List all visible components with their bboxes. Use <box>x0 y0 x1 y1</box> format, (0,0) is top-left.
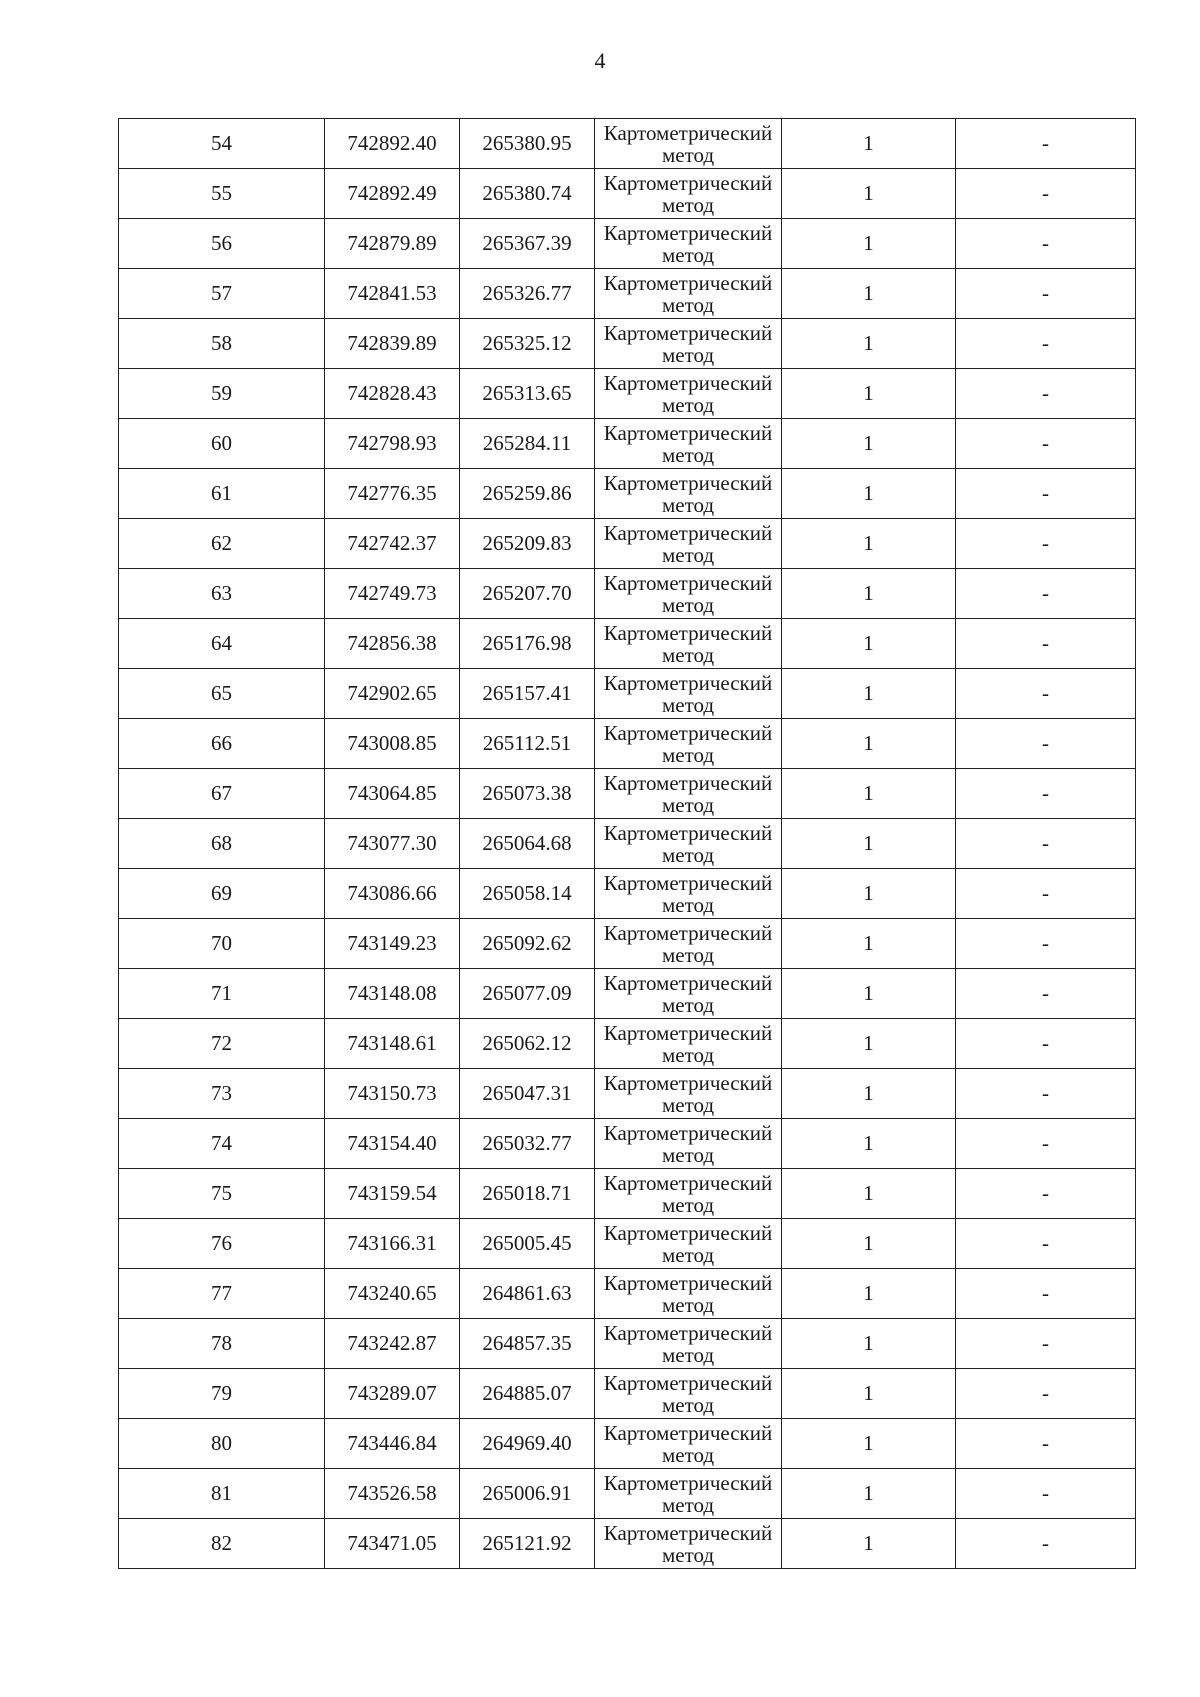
point-number-cell: 63 <box>119 569 325 619</box>
y-coordinate-cell: 264861.63 <box>460 1269 595 1319</box>
method-line-2: метод <box>661 1242 715 1267</box>
table-row <box>119 769 1136 819</box>
method-cell <box>595 1119 782 1169</box>
point-number-cell: 59 <box>119 369 325 419</box>
y-coordinate-cell: 265018.71 <box>460 1169 595 1219</box>
note-cell: - <box>956 369 1136 419</box>
method-line-1: Картометрический <box>603 420 773 445</box>
x-coordinate-cell: 743086.66 <box>325 869 460 919</box>
method-cell <box>595 269 782 319</box>
y-coordinate-cell: 265006.91 <box>460 1469 595 1519</box>
method-line-1: Картометрический <box>603 1070 773 1095</box>
table-body <box>119 119 1136 1569</box>
method-line-1: Картометрический <box>603 1320 773 1345</box>
note-cell: - <box>956 869 1136 919</box>
coordinates-table <box>118 118 1136 1569</box>
accuracy-cell: 1 <box>782 619 956 669</box>
method-cell <box>595 669 782 719</box>
accuracy-cell: 1 <box>782 469 956 519</box>
x-coordinate-cell: 743150.73 <box>325 1069 460 1119</box>
method-line-1: Картометрический <box>603 1470 773 1495</box>
table-row <box>119 469 1136 519</box>
point-number-cell: 78 <box>119 1319 325 1369</box>
method-line-1: Картометрический <box>603 1270 773 1295</box>
y-coordinate-cell: 265032.77 <box>460 1119 595 1169</box>
point-number-cell: 74 <box>119 1119 325 1169</box>
y-coordinate-cell: 265077.09 <box>460 969 595 1019</box>
method-cell <box>595 769 782 819</box>
method-line-1: Картометрический <box>603 520 773 545</box>
note-cell: - <box>956 1369 1136 1419</box>
method-line-2: метод <box>661 942 715 967</box>
x-coordinate-cell: 743064.85 <box>325 769 460 819</box>
method-line-1: Картометрический <box>603 620 773 645</box>
method-line-2: метод <box>661 842 715 867</box>
y-coordinate-cell: 265062.12 <box>460 1019 595 1069</box>
x-coordinate-cell: 742749.73 <box>325 569 460 619</box>
note-cell: - <box>956 519 1136 569</box>
table-row <box>119 1119 1136 1169</box>
y-coordinate-cell: 265092.62 <box>460 919 595 969</box>
table-row <box>119 869 1136 919</box>
x-coordinate-cell: 742742.37 <box>325 519 460 569</box>
accuracy-cell: 1 <box>782 1519 956 1569</box>
method-line-2: метод <box>661 692 715 717</box>
method-line-2: метод <box>661 1392 715 1417</box>
method-line-1: Картометрический <box>603 1370 773 1395</box>
y-coordinate-cell: 264857.35 <box>460 1319 595 1369</box>
method-cell <box>595 1069 782 1119</box>
point-number-cell: 54 <box>119 119 325 169</box>
point-number-cell: 72 <box>119 1019 325 1069</box>
note-cell: - <box>956 169 1136 219</box>
method-line-2: метод <box>661 142 715 167</box>
accuracy-cell: 1 <box>782 1069 956 1119</box>
y-coordinate-cell: 265047.31 <box>460 1069 595 1119</box>
method-line-2: метод <box>661 1492 715 1517</box>
point-number-cell: 81 <box>119 1469 325 1519</box>
accuracy-cell: 1 <box>782 419 956 469</box>
note-cell: - <box>956 1319 1136 1369</box>
method-line-2: метод <box>661 1542 715 1567</box>
table-row <box>119 1219 1136 1269</box>
accuracy-cell: 1 <box>782 819 956 869</box>
point-number-cell: 79 <box>119 1369 325 1419</box>
x-coordinate-cell: 743166.31 <box>325 1219 460 1269</box>
x-coordinate-cell: 742902.65 <box>325 669 460 719</box>
method-cell <box>595 119 782 169</box>
accuracy-cell: 1 <box>782 319 956 369</box>
note-cell: - <box>956 219 1136 269</box>
table-row <box>119 569 1136 619</box>
method-line-2: метод <box>661 1442 715 1467</box>
method-cell <box>595 819 782 869</box>
note-cell: - <box>956 1419 1136 1469</box>
y-coordinate-cell: 265259.86 <box>460 469 595 519</box>
x-coordinate-cell: 743242.87 <box>325 1319 460 1369</box>
y-coordinate-cell: 264885.07 <box>460 1369 595 1419</box>
method-line-2: метод <box>661 542 715 567</box>
point-number-cell: 55 <box>119 169 325 219</box>
method-cell <box>595 369 782 419</box>
method-line-1: Картометрический <box>603 120 773 145</box>
note-cell: - <box>956 269 1136 319</box>
point-number-cell: 75 <box>119 1169 325 1219</box>
note-cell: - <box>956 569 1136 619</box>
point-number-cell: 60 <box>119 419 325 469</box>
y-coordinate-cell: 265207.70 <box>460 569 595 619</box>
method-cell <box>595 1469 782 1519</box>
note-cell: - <box>956 919 1136 969</box>
note-cell: - <box>956 719 1136 769</box>
method-line-2: метод <box>661 492 715 517</box>
note-cell: - <box>956 1219 1136 1269</box>
method-cell <box>595 619 782 669</box>
accuracy-cell: 1 <box>782 119 956 169</box>
method-cell <box>595 1369 782 1419</box>
method-line-2: метод <box>661 1342 715 1367</box>
point-number-cell: 77 <box>119 1269 325 1319</box>
accuracy-cell: 1 <box>782 1219 956 1269</box>
accuracy-cell: 1 <box>782 1469 956 1519</box>
point-number-cell: 56 <box>119 219 325 269</box>
note-cell: - <box>956 119 1136 169</box>
note-cell: - <box>956 1269 1136 1319</box>
method-cell <box>595 169 782 219</box>
x-coordinate-cell: 743154.40 <box>325 1119 460 1169</box>
method-cell <box>595 569 782 619</box>
note-cell: - <box>956 1019 1136 1069</box>
note-cell: - <box>956 819 1136 869</box>
method-line-1: Картометрический <box>603 820 773 845</box>
method-line-1: Картометрический <box>603 670 773 695</box>
x-coordinate-cell: 743159.54 <box>325 1169 460 1219</box>
table-row <box>119 1369 1136 1419</box>
table-row <box>119 719 1136 769</box>
method-line-2: метод <box>661 1292 715 1317</box>
accuracy-cell: 1 <box>782 1419 956 1469</box>
method-cell <box>595 219 782 269</box>
y-coordinate-cell: 265073.38 <box>460 769 595 819</box>
x-coordinate-cell: 743240.65 <box>325 1269 460 1319</box>
accuracy-cell: 1 <box>782 969 956 1019</box>
method-line-2: метод <box>661 292 715 317</box>
x-coordinate-cell: 743471.05 <box>325 1519 460 1569</box>
method-line-2: метод <box>661 742 715 767</box>
table-row <box>119 1169 1136 1219</box>
method-line-2: метод <box>661 342 715 367</box>
y-coordinate-cell: 264969.40 <box>460 1419 595 1469</box>
x-coordinate-cell: 743148.08 <box>325 969 460 1019</box>
x-coordinate-cell: 742776.35 <box>325 469 460 519</box>
point-number-cell: 62 <box>119 519 325 569</box>
method-cell <box>595 1419 782 1469</box>
y-coordinate-cell: 265176.98 <box>460 619 595 669</box>
table-row <box>119 319 1136 369</box>
table-row <box>119 419 1136 469</box>
method-cell <box>595 969 782 1019</box>
accuracy-cell: 1 <box>782 1269 956 1319</box>
method-line-2: метод <box>661 792 715 817</box>
accuracy-cell: 1 <box>782 269 956 319</box>
note-cell: - <box>956 769 1136 819</box>
table-row <box>119 1319 1136 1369</box>
table-row <box>119 1519 1136 1569</box>
x-coordinate-cell: 743149.23 <box>325 919 460 969</box>
x-coordinate-cell: 743446.84 <box>325 1419 460 1469</box>
method-line-1: Картометрический <box>603 270 773 295</box>
accuracy-cell: 1 <box>782 1019 956 1069</box>
method-line-1: Картометрический <box>603 770 773 795</box>
accuracy-cell: 1 <box>782 169 956 219</box>
x-coordinate-cell: 743148.61 <box>325 1019 460 1069</box>
y-coordinate-cell: 265209.83 <box>460 519 595 569</box>
point-number-cell: 76 <box>119 1219 325 1269</box>
point-number-cell: 71 <box>119 969 325 1019</box>
accuracy-cell: 1 <box>782 1319 956 1369</box>
point-number-cell: 67 <box>119 769 325 819</box>
point-number-cell: 70 <box>119 919 325 969</box>
x-coordinate-cell: 743077.30 <box>325 819 460 869</box>
x-coordinate-cell: 742856.38 <box>325 619 460 669</box>
point-number-cell: 80 <box>119 1419 325 1469</box>
point-number-cell: 66 <box>119 719 325 769</box>
table-row <box>119 1269 1136 1319</box>
x-coordinate-cell: 742798.93 <box>325 419 460 469</box>
y-coordinate-cell: 265112.51 <box>460 719 595 769</box>
table-row <box>119 269 1136 319</box>
table-row <box>119 519 1136 569</box>
method-line-2: метод <box>661 242 715 267</box>
table-row <box>119 969 1136 1019</box>
y-coordinate-cell: 265313.65 <box>460 369 595 419</box>
page-number: 4 <box>594 48 606 73</box>
note-cell: - <box>956 1069 1136 1119</box>
accuracy-cell: 1 <box>782 1119 956 1169</box>
point-number-cell: 64 <box>119 619 325 669</box>
note-cell: - <box>956 419 1136 469</box>
method-line-1: Картометрический <box>603 1120 773 1145</box>
y-coordinate-cell: 265157.41 <box>460 669 595 719</box>
x-coordinate-cell: 742839.89 <box>325 319 460 369</box>
note-cell: - <box>956 1119 1136 1169</box>
method-line-1: Картометрический <box>603 970 773 995</box>
method-cell <box>595 919 782 969</box>
accuracy-cell: 1 <box>782 919 956 969</box>
table-row <box>119 1419 1136 1469</box>
note-cell: - <box>956 319 1136 369</box>
y-coordinate-cell: 265005.45 <box>460 1219 595 1269</box>
x-coordinate-cell: 742841.53 <box>325 269 460 319</box>
table-row <box>119 1019 1136 1069</box>
method-line-1: Картометрический <box>603 1520 773 1545</box>
method-cell <box>595 519 782 569</box>
method-line-1: Картометрический <box>603 1170 773 1195</box>
table-row <box>119 619 1136 669</box>
method-cell <box>595 1219 782 1269</box>
method-cell <box>595 319 782 369</box>
x-coordinate-cell: 742892.49 <box>325 169 460 219</box>
accuracy-cell: 1 <box>782 569 956 619</box>
point-number-cell: 65 <box>119 669 325 719</box>
method-line-1: Картометрический <box>603 1020 773 1045</box>
table-row <box>119 819 1136 869</box>
accuracy-cell: 1 <box>782 219 956 269</box>
accuracy-cell: 1 <box>782 519 956 569</box>
point-number-cell: 61 <box>119 469 325 519</box>
table-row <box>119 219 1136 269</box>
x-coordinate-cell: 743008.85 <box>325 719 460 769</box>
table-row <box>119 119 1136 169</box>
point-number-cell: 58 <box>119 319 325 369</box>
method-line-2: метод <box>661 642 715 667</box>
table-row <box>119 919 1136 969</box>
y-coordinate-cell: 265064.68 <box>460 819 595 869</box>
note-cell: - <box>956 669 1136 719</box>
point-number-cell: 57 <box>119 269 325 319</box>
method-line-2: метод <box>661 1092 715 1117</box>
method-cell <box>595 1269 782 1319</box>
y-coordinate-cell: 265284.11 <box>460 419 595 469</box>
point-number-cell: 82 <box>119 1519 325 1569</box>
note-cell: - <box>956 969 1136 1019</box>
method-cell <box>595 719 782 769</box>
method-line-1: Картометрический <box>603 370 773 395</box>
method-cell <box>595 419 782 469</box>
table-row <box>119 1469 1136 1519</box>
accuracy-cell: 1 <box>782 1369 956 1419</box>
method-line-2: метод <box>661 392 715 417</box>
method-line-2: метод <box>661 442 715 467</box>
y-coordinate-cell: 265380.74 <box>460 169 595 219</box>
method-line-1: Картометрический <box>603 470 773 495</box>
method-line-1: Картометрический <box>603 1420 773 1445</box>
method-cell <box>595 469 782 519</box>
method-cell <box>595 1169 782 1219</box>
note-cell: - <box>956 1469 1136 1519</box>
note-cell: - <box>956 619 1136 669</box>
method-cell <box>595 1519 782 1569</box>
x-coordinate-cell: 743289.07 <box>325 1369 460 1419</box>
accuracy-cell: 1 <box>782 1169 956 1219</box>
point-number-cell: 68 <box>119 819 325 869</box>
method-cell <box>595 1019 782 1069</box>
method-line-2: метод <box>661 1042 715 1067</box>
table-row <box>119 369 1136 419</box>
method-cell <box>595 869 782 919</box>
note-cell: - <box>956 469 1136 519</box>
method-line-2: метод <box>661 892 715 917</box>
x-coordinate-cell: 743526.58 <box>325 1469 460 1519</box>
accuracy-cell: 1 <box>782 869 956 919</box>
method-line-2: метод <box>661 1142 715 1167</box>
accuracy-cell: 1 <box>782 769 956 819</box>
table-row <box>119 1069 1136 1119</box>
table-row <box>119 669 1136 719</box>
point-number-cell: 73 <box>119 1069 325 1119</box>
method-line-1: Картометрический <box>603 870 773 895</box>
point-number-cell: 69 <box>119 869 325 919</box>
method-line-1: Картометрический <box>603 170 773 195</box>
y-coordinate-cell: 265325.12 <box>460 319 595 369</box>
accuracy-cell: 1 <box>782 719 956 769</box>
y-coordinate-cell: 265380.95 <box>460 119 595 169</box>
method-line-2: метод <box>661 192 715 217</box>
accuracy-cell: 1 <box>782 669 956 719</box>
x-coordinate-cell: 742892.40 <box>325 119 460 169</box>
accuracy-cell: 1 <box>782 369 956 419</box>
x-coordinate-cell: 742828.43 <box>325 369 460 419</box>
y-coordinate-cell: 265326.77 <box>460 269 595 319</box>
method-line-2: метод <box>661 992 715 1017</box>
method-line-1: Картометрический <box>603 720 773 745</box>
method-cell <box>595 1319 782 1369</box>
note-cell: - <box>956 1519 1136 1569</box>
method-line-1: Картометрический <box>603 920 773 945</box>
method-line-1: Картометрический <box>603 1220 773 1245</box>
y-coordinate-cell: 265121.92 <box>460 1519 595 1569</box>
method-line-1: Картометрический <box>603 570 773 595</box>
method-line-1: Картометрический <box>603 220 773 245</box>
x-coordinate-cell: 742879.89 <box>325 219 460 269</box>
y-coordinate-cell: 265367.39 <box>460 219 595 269</box>
method-line-2: метод <box>661 592 715 617</box>
note-cell: - <box>956 1169 1136 1219</box>
method-line-2: метод <box>661 1192 715 1217</box>
table-row <box>119 169 1136 219</box>
y-coordinate-cell: 265058.14 <box>460 869 595 919</box>
method-line-1: Картометрический <box>603 320 773 345</box>
